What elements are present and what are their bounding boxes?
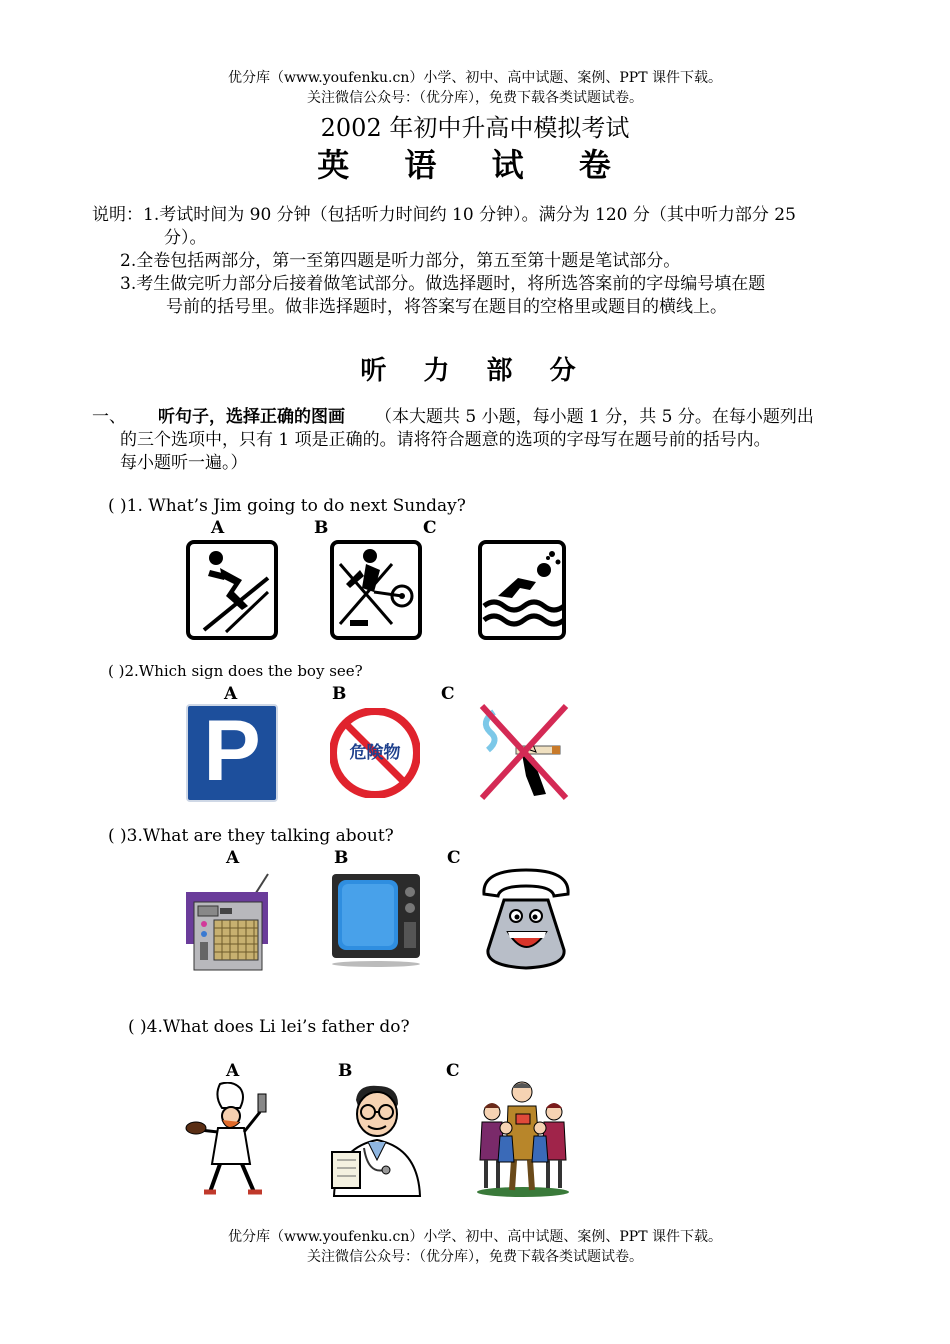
part-title: 听句子，选择正确的图画 bbox=[158, 407, 345, 427]
q3-label-b: B bbox=[334, 848, 349, 868]
question-1: ( )1. What’s Jim going to do next Sunday? bbox=[108, 496, 466, 516]
note-1a: 说明：1.考试时间为 90 分钟（包括听力时间约 10 分钟）。满分为 120 分（其中听力部分 25 bbox=[92, 205, 796, 225]
section-title: 听 力 部 分 bbox=[360, 356, 590, 386]
q2-label-c: C bbox=[441, 684, 455, 704]
q4-label-b: B bbox=[338, 1061, 353, 1081]
danger-sign-icon bbox=[330, 708, 420, 798]
header-line-2: 关注微信公众号：（优分库），免费下载各类试题试卷。 bbox=[307, 90, 643, 106]
q1-label-b: B bbox=[314, 518, 329, 538]
part-desc-3: 每小题听一遍。） bbox=[120, 453, 248, 473]
radio-icon bbox=[184, 872, 274, 972]
q4-label-a: A bbox=[226, 1061, 240, 1081]
exam-subtitle: 英 语 试 卷 bbox=[317, 146, 633, 184]
q4-label-c: C bbox=[446, 1061, 460, 1081]
part-desc-1: （本大题共 5 小题，每小题 1 分，共 5 分。在每小题列出 bbox=[375, 407, 814, 427]
note-3b: 号前的括号里。做非选择题时，将答案写在题目的空格里或题目的横线上。 bbox=[166, 297, 727, 317]
cycling-icon bbox=[330, 540, 422, 640]
television-icon bbox=[330, 872, 422, 968]
note-2: 2.全卷包括两部分，第一至第四题是听力部分，第五至第十题是笔试部分。 bbox=[120, 251, 681, 271]
part-desc-2: 的三个选项中，只有 1 项是正确的。请将符合题意的选项的字母写在题号前的括号内。 bbox=[120, 430, 771, 450]
telephone-icon bbox=[478, 866, 574, 972]
q1-label-a: A bbox=[211, 518, 225, 538]
swimming-icon bbox=[478, 540, 566, 640]
note-3a: 3.考生做完听力部分后接着做笔试部分。做选择题时，将所选答案前的字母编号填在题 bbox=[120, 274, 766, 294]
footer-line-1: 优分库（www.youfenku.cn）小学、初中、高中试题、案例、PPT 课件下载。 bbox=[227, 1229, 722, 1245]
no-smoking-icon bbox=[476, 702, 570, 802]
parking-letter: P bbox=[203, 703, 261, 799]
q3-label-c: C bbox=[447, 848, 461, 868]
exam-title: 2002 年初中升高中模拟考试 bbox=[320, 114, 630, 142]
doctor-icon bbox=[328, 1082, 424, 1198]
q1-label-c: C bbox=[423, 518, 437, 538]
footer-line-2: 关注微信公众号：（优分库），免费下载各类试题试卷。 bbox=[307, 1249, 643, 1265]
q2-label-a: A bbox=[224, 684, 238, 704]
question-4: ( )4.What does Li lei’s father do? bbox=[128, 1017, 410, 1037]
danger-label: 危険物 bbox=[349, 743, 401, 763]
teacher-with-students-icon bbox=[474, 1078, 572, 1198]
cook-icon bbox=[184, 1082, 276, 1198]
question-2: ( )2.Which sign does the boy see? bbox=[108, 662, 363, 680]
question-3: ( )3.What are they talking about? bbox=[108, 826, 394, 846]
skiing-icon bbox=[186, 540, 278, 640]
header-line-1: 优分库（www.youfenku.cn）小学、初中、高中试题、案例、PPT 课件下载。 bbox=[227, 70, 722, 86]
q2-label-b: B bbox=[332, 684, 347, 704]
q3-label-a: A bbox=[226, 848, 240, 868]
parking-sign-icon bbox=[186, 704, 278, 802]
note-1b: 分）。 bbox=[164, 228, 207, 248]
part-number: 一、 bbox=[92, 407, 126, 427]
